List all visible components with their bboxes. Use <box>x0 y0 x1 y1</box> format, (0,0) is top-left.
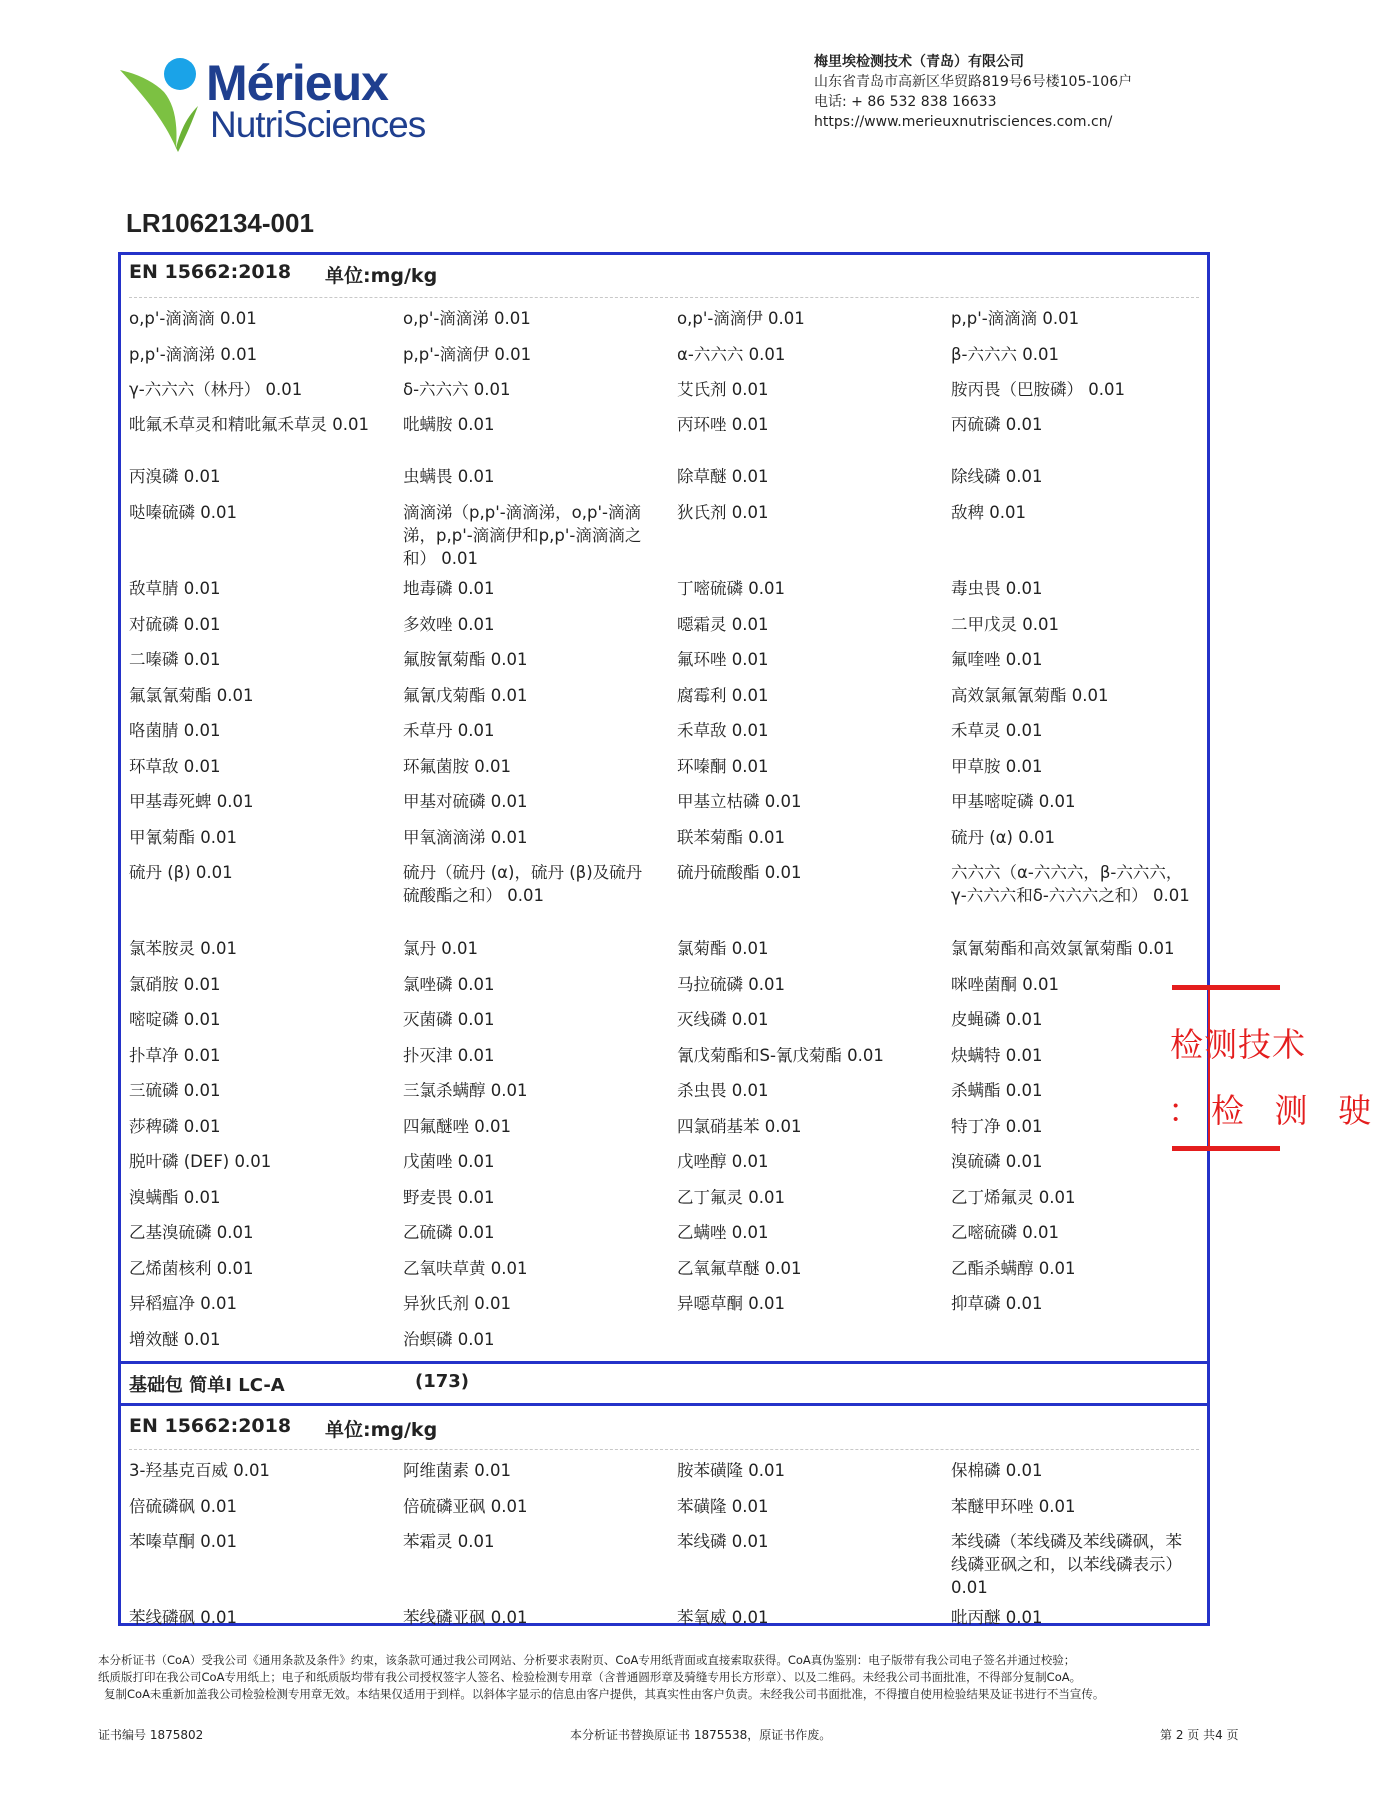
analyte-cell: 吡螨胺 0.01 <box>403 415 495 434</box>
analyte-cell: 三硫磷 0.01 <box>129 1081 221 1100</box>
analyte-cell: 虫螨畏 0.01 <box>403 467 495 486</box>
analyte-cell: 野麦畏 0.01 <box>403 1188 495 1207</box>
analyte-cell: 噁霜灵 0.01 <box>677 615 769 634</box>
analyte-cell: 联苯菊酯 0.01 <box>677 828 785 847</box>
analyte-cell: 治螟磷 0.01 <box>403 1330 495 1349</box>
analyte-cell: 硫丹 (β) 0.01 <box>129 863 233 882</box>
analyte-cell: 灭菌磷 0.01 <box>403 1010 495 1029</box>
analyte-cell: 溴螨酯 0.01 <box>129 1188 221 1207</box>
analyte-cell: 苯霜灵 0.01 <box>403 1532 495 1551</box>
analyte-cell: 乙螨唑 0.01 <box>677 1223 769 1242</box>
analyte-cell: 杀虫畏 0.01 <box>677 1081 769 1100</box>
analyte-cell: 氟氰戊菊酯 0.01 <box>403 686 528 705</box>
analyte-cell: 二甲戊灵 0.01 <box>951 615 1059 634</box>
package-divider-bottom <box>121 1403 1207 1406</box>
analyte-cell: 六六六（α-六六六，β-六六六，γ-六六六和δ-六六六之和） 0.01 <box>951 863 1190 905</box>
analyte-cell: 丁嘧硫磷 0.01 <box>677 579 785 598</box>
analyte-cell: β-六六六 0.01 <box>951 345 1059 364</box>
analyte-cell: 氯菊酯 0.01 <box>677 939 769 958</box>
analyte-cell: 除草醚 0.01 <box>677 467 769 486</box>
results-table <box>118 252 1210 1626</box>
analyte-cell: 环嗪酮 0.01 <box>677 757 769 776</box>
disclaimer <box>98 1652 1218 1703</box>
page-number: 第 2 页 共4 页 <box>1160 1728 1239 1742</box>
analyte-cell: 氯氰菊酯和高效氯氰菊酯 0.01 <box>951 939 1175 958</box>
analyte-cell: 异狄氏剂 0.01 <box>403 1294 511 1313</box>
merieux-logo <box>118 52 434 158</box>
stamp-border-top <box>1172 985 1280 990</box>
analyte-cell: 倍硫磷砜 0.01 <box>129 1497 237 1516</box>
logo-text-merieux: Mérieux <box>206 55 388 111</box>
analyte-cell: 敌草腈 0.01 <box>129 579 221 598</box>
analyte-cell: o,p'-滴滴涕 0.01 <box>403 309 531 328</box>
analyte-cell: 环草敌 0.01 <box>129 757 221 776</box>
analyte-cell: 苯线磷亚砜 0.01 <box>403 1608 528 1627</box>
analyte-cell: o,p'-滴滴伊 0.01 <box>677 309 805 328</box>
analyte-cell: 丙溴磷 0.01 <box>129 467 221 486</box>
analyte-cell: 吡氟禾草灵和精吡氟禾草灵 0.01 <box>129 415 369 434</box>
analyte-cell: α-六六六 0.01 <box>677 345 786 364</box>
analyte-cell: 3-羟基克百威 0.01 <box>129 1461 270 1480</box>
analyte-cell: 苯磺隆 0.01 <box>677 1497 769 1516</box>
analyte-cell: 甲草胺 0.01 <box>951 757 1043 776</box>
analyte-cell: 哒嗪硫磷 0.01 <box>129 503 237 522</box>
section1-divider <box>129 297 1199 298</box>
analyte-cell: 莎稗磷 0.01 <box>129 1117 221 1136</box>
analyte-cell: 甲氰菊酯 0.01 <box>129 828 237 847</box>
analyte-cell: 异噁草酮 0.01 <box>677 1294 785 1313</box>
analyte-cell: 苯氧威 0.01 <box>677 1608 769 1627</box>
analyte-cell: 脱叶磷 (DEF) 0.01 <box>129 1152 272 1171</box>
analyte-cell: 异稻瘟净 0.01 <box>129 1294 237 1313</box>
company-address: 山东省青岛市高新区华贸路819号6号楼105-106户 <box>814 74 1133 90</box>
analyte-cell: 硫丹硫酸酯 0.01 <box>677 863 802 882</box>
analyte-cell: 四氯硝基苯 0.01 <box>677 1117 802 1136</box>
inspection-stamp <box>1168 985 1381 1151</box>
analyte-cell: p,p'-滴滴涕 0.01 <box>129 345 258 364</box>
disclaimer-line-2: 纸质版打印在我公司CoA专用纸上；电子和纸质版均带有我公司授权签字人签名、检验检测专用章（含普通圆形章及骑缝专用长方形章）、以及二维码。未经我公司书面批准，不得部分复制CoA。 <box>98 1670 1082 1684</box>
analyte-cell: γ-六六六（林丹） 0.01 <box>129 380 303 399</box>
analyte-cell: 氟胺氰菊酯 0.01 <box>403 650 528 669</box>
analyte-cell: 除线磷 0.01 <box>951 467 1043 486</box>
analyte-cell: 氟环唑 0.01 <box>677 650 769 669</box>
analyte-cell: 甲基毒死蜱 0.01 <box>129 792 254 811</box>
analyte-cell: 苯线磷 0.01 <box>677 1532 769 1551</box>
analyte-cell: 苯醚甲环唑 0.01 <box>951 1497 1076 1516</box>
section1-header <box>121 255 1207 295</box>
section1-standard: EN 15662:2018 <box>129 261 292 283</box>
analyte-cell: 胺苯磺隆 0.01 <box>677 1461 785 1480</box>
report-number: LR1062134-001 <box>126 208 314 238</box>
analyte-cell: 灭线磷 0.01 <box>677 1010 769 1029</box>
analyte-cell: 丙硫磷 0.01 <box>951 415 1043 434</box>
analyte-cell: 咯菌腈 0.01 <box>129 721 221 740</box>
analyte-cell: 戊菌唑 0.01 <box>403 1152 495 1171</box>
analyte-cell: 氯丹 0.01 <box>403 939 478 958</box>
analyte-cell: 咪唑菌酮 0.01 <box>951 975 1059 994</box>
company-phone: 电话: + 86 532 838 16633 <box>814 94 997 110</box>
analyte-cell: 增效醚 0.01 <box>129 1330 221 1349</box>
replacement-note: 本分析证书替换原证书 1875538，原证书作废。 <box>570 1728 832 1742</box>
analyte-cell: 嘧啶磷 0.01 <box>129 1010 221 1029</box>
package-name: 基础包 简单Ⅰ LC-A <box>129 1375 285 1396</box>
analyte-cell: 乙硫磷 0.01 <box>403 1223 495 1242</box>
analyte-cell: 吡丙醚 0.01 <box>951 1608 1043 1627</box>
analyte-cell: 氟喹唑 0.01 <box>951 650 1043 669</box>
analyte-cell: 乙丁烯氟灵 0.01 <box>951 1188 1076 1207</box>
analyte-cell: 甲基立枯磷 0.01 <box>677 792 802 811</box>
analyte-cell: 甲基嘧啶磷 0.01 <box>951 792 1076 811</box>
analyte-cell: 乙氧氟草醚 0.01 <box>677 1259 802 1278</box>
analyte-cell: 滴滴涕（p,p'-滴滴涕，o,p'-滴滴涕，p,p'-滴滴伊和p,p'-滴滴滴之和） 0.01 <box>403 503 642 568</box>
analyte-cell: 硫丹 (α) 0.01 <box>951 828 1055 847</box>
analyte-cell: 乙基溴硫磷 0.01 <box>129 1223 254 1242</box>
analyte-cell: δ-六六六 0.01 <box>403 380 511 399</box>
analyte-cell: 抑草磷 0.01 <box>951 1294 1043 1313</box>
analyte-cell: p,p'-滴滴滴 0.01 <box>951 309 1080 328</box>
stamp-border-bottom <box>1172 1146 1280 1151</box>
section2-header <box>121 1409 1207 1449</box>
analyte-cell: 氯唑磷 0.01 <box>403 975 495 994</box>
leaf-logo-icon <box>118 52 218 158</box>
analyte-cell: 甲基对硫磷 0.01 <box>403 792 528 811</box>
analyte-cell: 苯线磷砜 0.01 <box>129 1608 237 1627</box>
analyte-cell: 胺丙畏（巴胺磷） 0.01 <box>951 380 1125 399</box>
analyte-cell: 二嗪磷 0.01 <box>129 650 221 669</box>
analyte-cell: 甲氧滴滴涕 0.01 <box>403 828 528 847</box>
company-website[interactable]: https://www.merieuxnutrisciences.com.cn/ <box>814 114 1113 130</box>
section2-standard: EN 15662:2018 <box>129 1415 292 1437</box>
analyte-cell: 扑灭津 0.01 <box>403 1046 495 1065</box>
analyte-cell: 炔螨特 0.01 <box>951 1046 1043 1065</box>
analyte-cell: 戊唑醇 0.01 <box>677 1152 769 1171</box>
analyte-cell: 保棉磷 0.01 <box>951 1461 1043 1480</box>
analyte-cell: 氰戊菊酯和S-氰戊菊酯 0.01 <box>677 1046 884 1065</box>
analyte-cell: 硫丹（硫丹 (α)，硫丹 (β)及硫丹硫酸酯之和） 0.01 <box>403 863 643 905</box>
analyte-cell: 倍硫磷亚砜 0.01 <box>403 1497 528 1516</box>
analyte-cell: o,p'-滴滴滴 0.01 <box>129 309 257 328</box>
analyte-cell: 丙环唑 0.01 <box>677 415 769 434</box>
certificate-number: 证书编号 1875802 <box>98 1728 204 1742</box>
analyte-cell: 艾氏剂 0.01 <box>677 380 769 399</box>
analyte-cell: 苯线磷（苯线磷及苯线磷砜，苯线磷亚砜之和，以苯线磷表示） 0.01 <box>951 1532 1182 1597</box>
analyte-cell: 禾草灵 0.01 <box>951 721 1043 740</box>
analyte-cell: 毒虫畏 0.01 <box>951 579 1043 598</box>
disclaimer-line-1: 本分析证书（CoA）受我公司《通用条款及条件》约束，该条款可通过我公司网站、分析要求表附页、CoA专用纸背面或直接索取获得。CoA真伪鉴别：电子版带有我公司电子签名并通过校验； <box>98 1653 1076 1667</box>
company-name: 梅里埃检测技术（青岛）有限公司 <box>814 54 1024 70</box>
analyte-cell: 氟氯氰菊酯 0.01 <box>129 686 254 705</box>
analyte-cell: 敌稗 0.01 <box>951 503 1026 522</box>
package-divider-top <box>121 1361 1207 1364</box>
section2-divider <box>129 1449 1199 1450</box>
analyte-cell: 氯硝胺 0.01 <box>129 975 221 994</box>
package-count: (173) <box>415 1371 470 1392</box>
analyte-cell: 禾草丹 0.01 <box>403 721 495 740</box>
analyte-cell: 狄氏剂 0.01 <box>677 503 769 522</box>
section2-unit: 单位:mg/kg <box>325 1419 438 1441</box>
analyte-cell: 皮蝇磷 0.01 <box>951 1010 1043 1029</box>
analyte-cell: 乙丁氟灵 0.01 <box>677 1188 785 1207</box>
stamp-text-line2: ：检 测 驶 <box>1168 1091 1381 1130</box>
logo-text-nutrisciences: NutriSciences <box>210 104 426 145</box>
disclaimer-line-3: 复制CoA未重新加盖我公司检验检测专用章无效。本结果仅适用于到样。以斜体字显示的信息由客户提供，其真实性由客户负责。未经我公司书面批准，不得擅自使用检验结果及证书进行不当宣传。 <box>104 1687 1105 1701</box>
analyte-cell: 多效唑 0.01 <box>403 615 495 634</box>
analyte-cell: 特丁净 0.01 <box>951 1117 1043 1136</box>
analyte-cell: 苯嗪草酮 0.01 <box>129 1532 237 1551</box>
analyte-cell: p,p'-滴滴伊 0.01 <box>403 345 532 364</box>
analyte-cell: 溴硫磷 0.01 <box>951 1152 1043 1171</box>
analyte-cell: 氯苯胺灵 0.01 <box>129 939 237 958</box>
analyte-cell: 乙氧呋草黄 0.01 <box>403 1259 528 1278</box>
company-info <box>814 52 1132 132</box>
analyte-cell: 地毒磷 0.01 <box>403 579 495 598</box>
analyte-cell: 扑草净 0.01 <box>129 1046 221 1065</box>
analyte-cell: 四氟醚唑 0.01 <box>403 1117 511 1136</box>
analyte-cell: 禾草敌 0.01 <box>677 721 769 740</box>
stamp-text-line1: 检测技术 <box>1170 1025 1306 1064</box>
analyte-cell: 杀螨酯 0.01 <box>951 1081 1043 1100</box>
analyte-cell: 对硫磷 0.01 <box>129 615 221 634</box>
analyte-cell: 腐霉利 0.01 <box>677 686 769 705</box>
analyte-cell: 三氯杀螨醇 0.01 <box>403 1081 528 1100</box>
analyte-cell: 环氟菌胺 0.01 <box>403 757 511 776</box>
analyte-cell: 高效氯氟氰菊酯 0.01 <box>951 686 1109 705</box>
analyte-cell: 马拉硫磷 0.01 <box>677 975 785 994</box>
analyte-cell: 乙酯杀螨醇 0.01 <box>951 1259 1076 1278</box>
analyte-cell: 乙嘧硫磷 0.01 <box>951 1223 1059 1242</box>
analyte-cell: 乙烯菌核利 0.01 <box>129 1259 254 1278</box>
section1-unit: 单位:mg/kg <box>325 265 438 287</box>
analyte-cell: 阿维菌素 0.01 <box>403 1461 511 1480</box>
